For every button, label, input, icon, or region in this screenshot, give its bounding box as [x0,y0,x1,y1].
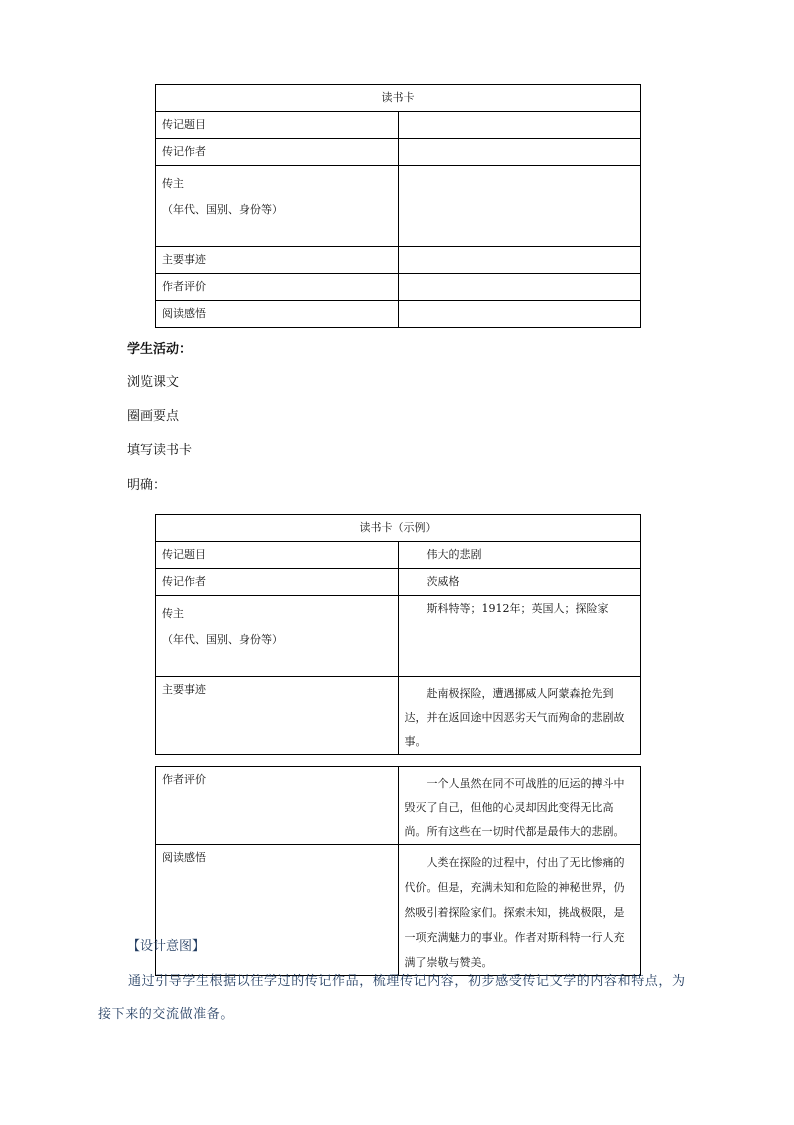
card-value[interactable] [398,112,641,139]
card-value[interactable] [398,247,641,274]
card-label: 传记作者 [156,569,399,596]
design-intent-title: 【设计意图】 [127,939,206,954]
reading-card-example [155,514,641,976]
card-label: 作者评价 [156,274,399,301]
card-label: 阅读感悟 [156,301,399,328]
activity-item: 填写读书卡 [127,443,193,458]
card-value: 斯科特等；1912年；英国人；探险家 [398,596,641,677]
card-value: 伟大的悲剧 [398,542,641,569]
card-label: 作者评价 [156,767,399,845]
card-label: 传记作者 [156,139,399,166]
card-value: 赴南极探险，遭遇挪威人阿蒙森抢先到达，并在返回途中因恶劣天气而殉命的悲剧故事。 [398,677,641,755]
card-label: 传记题目 [156,112,399,139]
card-title: 读书卡 [156,85,641,112]
card-label: 传记题目 [156,542,399,569]
card-value: 人类在探险的过程中，付出了无比惨痛的代价。但是，充满未知和危险的神秘世界，仍然吸引着探险家们。探索未知，挑战极限，是一项充满魅力的事业。作者对斯科特一行人充满了崇敬与赞美。 [398,845,641,976]
card-value[interactable] [398,139,641,166]
card-value[interactable] [398,166,641,247]
card-value: 茨威格 [398,569,641,596]
card-value: 一个人虽然在同不可战胜的厄运的搏斗中毁灭了自己，但他的心灵却因此变得无比高尚。所有这些在一切时代都是最伟大的悲剧。 [398,767,641,845]
reading-card-blank [155,84,641,328]
table-gap [156,755,641,767]
card-label: 主要事迹 [156,247,399,274]
card-value[interactable] [398,301,641,328]
card-title: 读书卡（示例） [156,515,641,542]
card-label: 传主 （年代、国别、身份等） [156,596,399,677]
card-label: 阅读感悟 [156,845,399,976]
design-intent-body: 通过引导学生根据以往学过的传记作品，梳理传记内容，初步感受传记文学的内容和特点，为接下来的交流做准备。 [98,974,686,1022]
activity-item: 圈画要点 [127,409,180,424]
card-label: 主要事迹 [156,677,399,755]
activity-item: 浏览课文 [127,375,180,390]
activity-heading: 学生活动： [127,342,193,357]
card-value[interactable] [398,274,641,301]
clarify-label: 明确： [127,478,167,493]
card-label: 传主 （年代、国别、身份等） [156,166,399,247]
